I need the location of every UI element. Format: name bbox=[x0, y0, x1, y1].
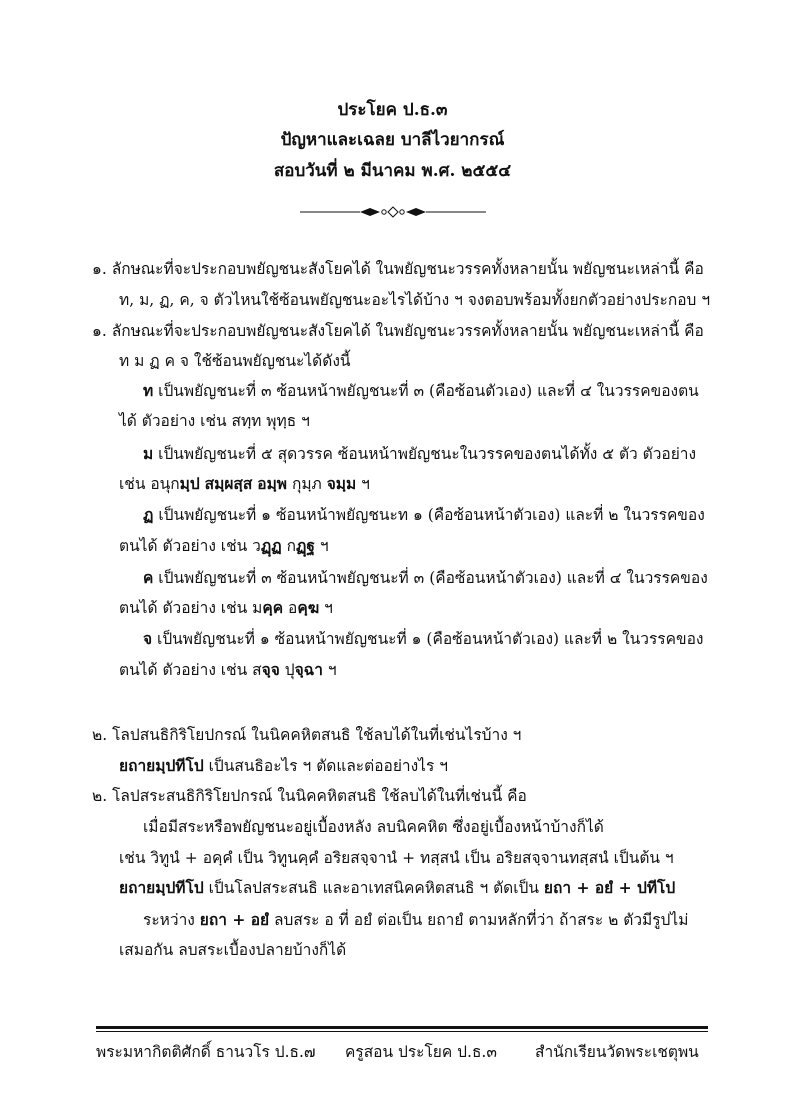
question-2-line-2: ยถายมฺปทีโป เป็นสนธิอะไร ฯ ตัดและต่ออย่างไร ฯ bbox=[119, 756, 448, 775]
answer-1-m-example: เช่น อนุกมฺป สมฺผสฺส อมฺพ กุมฺภ จมฺม ฯ bbox=[119, 474, 370, 493]
answer-1-c-line: จ เป็นพยัญชนะที่ ๑ ซ้อนหน้าพยัญชนะที่ ๑ (คือซ้อนหน้าตัวเอง) และที่ ๒ ในวรรคของ bbox=[143, 629, 704, 648]
answer-2-line-3: เช่น วิทูนํ + อคฺคํ เป็น วิทูนคฺคํ อริยสจฺจานํ + ทสฺสนํ เป็น อริยสจฺจานทสฺสนํ เป็นต้น ฯ bbox=[119, 849, 674, 867]
answer-1-k-example: ตนได้ ตัวอย่าง เช่น มคฺค อคฺฆ ฯ bbox=[119, 598, 333, 617]
answer-2-line-4: ยถายมฺปทีโป เป็นโลปสระสนธิ และอาเทสนิคคหิตสนธิ ฯ ตัดเป็น ยถา + อยํ + ปทีโป bbox=[119, 878, 676, 897]
answer-2-line-1: ๒. โลปสระสนธิกิริโยปกรณ์ ในนิคคหิตสนธิ ใช้ลบได้ในที่เช่นนี้ คือ bbox=[92, 787, 527, 805]
exam-date: สอบวันที่ ๒ มีนาคม พ.ศ. ๒๕๕๔ bbox=[273, 161, 512, 181]
page-title: ประโยค ป.ธ.๓ bbox=[337, 100, 448, 120]
answer-2-line-5: ระหว่าง ยถา + อยํ ลบสระ อ ที่ อยํ ต่อเป็น ยถายํ ตามหลักที่ว่า ถ้าสระ ๒ ตัวมีรูปไม่ bbox=[143, 910, 689, 929]
answer-1-m-line: ม เป็นพยัญชนะที่ ๕ สุดวรรค ซ้อนหน้าพยัญชนะในวรรคของตนได้ทั้ง ๕ ตัว ตัวอย่าง bbox=[143, 444, 697, 463]
letter-tt: ฏ bbox=[143, 505, 154, 524]
question-2-line-1: ๒. โลปสนธิกิริโยปกรณ์ ในนิคคหิตสนธิ ใช้ลบได้ในที่เช่นไรบ้าง ฯ bbox=[92, 726, 522, 744]
answer-1-k-line: ค เป็นพยัญชนะที่ ๓ ซ้อนหน้าพยัญชนะที่ ๓ (คือซ้อนหน้าตัวเอง) และที่ ๔ ในวรรคของ bbox=[143, 568, 708, 587]
footer-office: สำนักเรียนวัดพระเชตุพน bbox=[535, 1043, 699, 1061]
answer-1-tt-line: ฏ เป็นพยัญชนะที่ ๑ ซ้อนหน้าพยัญชนะท ๑ (คือซ้อนหน้าตัวเอง) และที่ ๒ ในวรรคของ bbox=[143, 505, 705, 524]
question-1-line-2: ท, ม, ฏ, ค, จ ตัวไหนใช้ซ้อนพยัญชนะอะไรได้บ้าง ฯ จงตอบพร้อมทั้งยกตัวอย่างประกอบ ฯ bbox=[119, 291, 711, 309]
letter-k: ค bbox=[143, 568, 154, 587]
footer-rule-thin bbox=[96, 1031, 708, 1032]
answer-1-line-1: ๑. ลักษณะที่จะประกอบพยัญชนะสังโยคได้ ในพยัญชนะวรรคทั้งหลายนั้น พยัญชนะเหล่านี้ คือ bbox=[92, 322, 704, 340]
footer-rule-thick bbox=[96, 1026, 708, 1029]
answer-1-tt-example: ตนได้ ตัวอย่าง เช่น วฏฺฏ กฏฺฐ ฯ bbox=[119, 536, 329, 555]
footer-role: ครูสอน ประโยค ป.ธ.๓ bbox=[345, 1043, 497, 1061]
footer-author: พระมหากิตติศักดิ์ ธานวโร ป.ธ.๗ bbox=[96, 1043, 316, 1061]
ornament-divider bbox=[300, 204, 486, 220]
page-subtitle: ปัญหาและเฉลย บาลีไวยากรณ์ bbox=[280, 130, 505, 150]
answer-1-line-2: ท ม ฏ ค จ ใช้ซ้อนพยัญชนะได้ดังนี้ bbox=[119, 352, 351, 370]
answer-1-c-example: ตนได้ ตัวอย่าง เช่น สจฺจ ปุจฺฉา ฯ bbox=[119, 660, 337, 679]
letter-t: ท bbox=[143, 381, 154, 400]
answer-2-line-2: เมื่อมีสระหรือพยัญชนะอยู่เบื้องหลัง ลบนิคคหิต ซึ่งอยู่เบื้องหน้าบ้างก็ได้ bbox=[143, 818, 604, 836]
letter-m: ม bbox=[143, 444, 154, 463]
answer-1-t-line: ท เป็นพยัญชนะที่ ๓ ซ้อนหน้าพยัญชนะที่ ๓ (คือซ้อนตัวเอง) และที่ ๔ ในวรรคของตน bbox=[143, 381, 699, 400]
answer-2-line-6: เสมอกัน ลบสระเบื้องปลายบ้างก็ได้ bbox=[119, 941, 347, 959]
letter-c: จ bbox=[143, 629, 153, 648]
question-1-line-1: ๑. ลักษณะที่จะประกอบพยัญชนะสังโยคได้ ในพยัญชนะวรรคทั้งหลายนั้น พยัญชนะเหล่านี้ คือ bbox=[92, 260, 704, 278]
answer-1-t-example: ได้ ตัวอย่าง เช่น สทฺท พุทฺธ ฯ bbox=[119, 412, 310, 430]
